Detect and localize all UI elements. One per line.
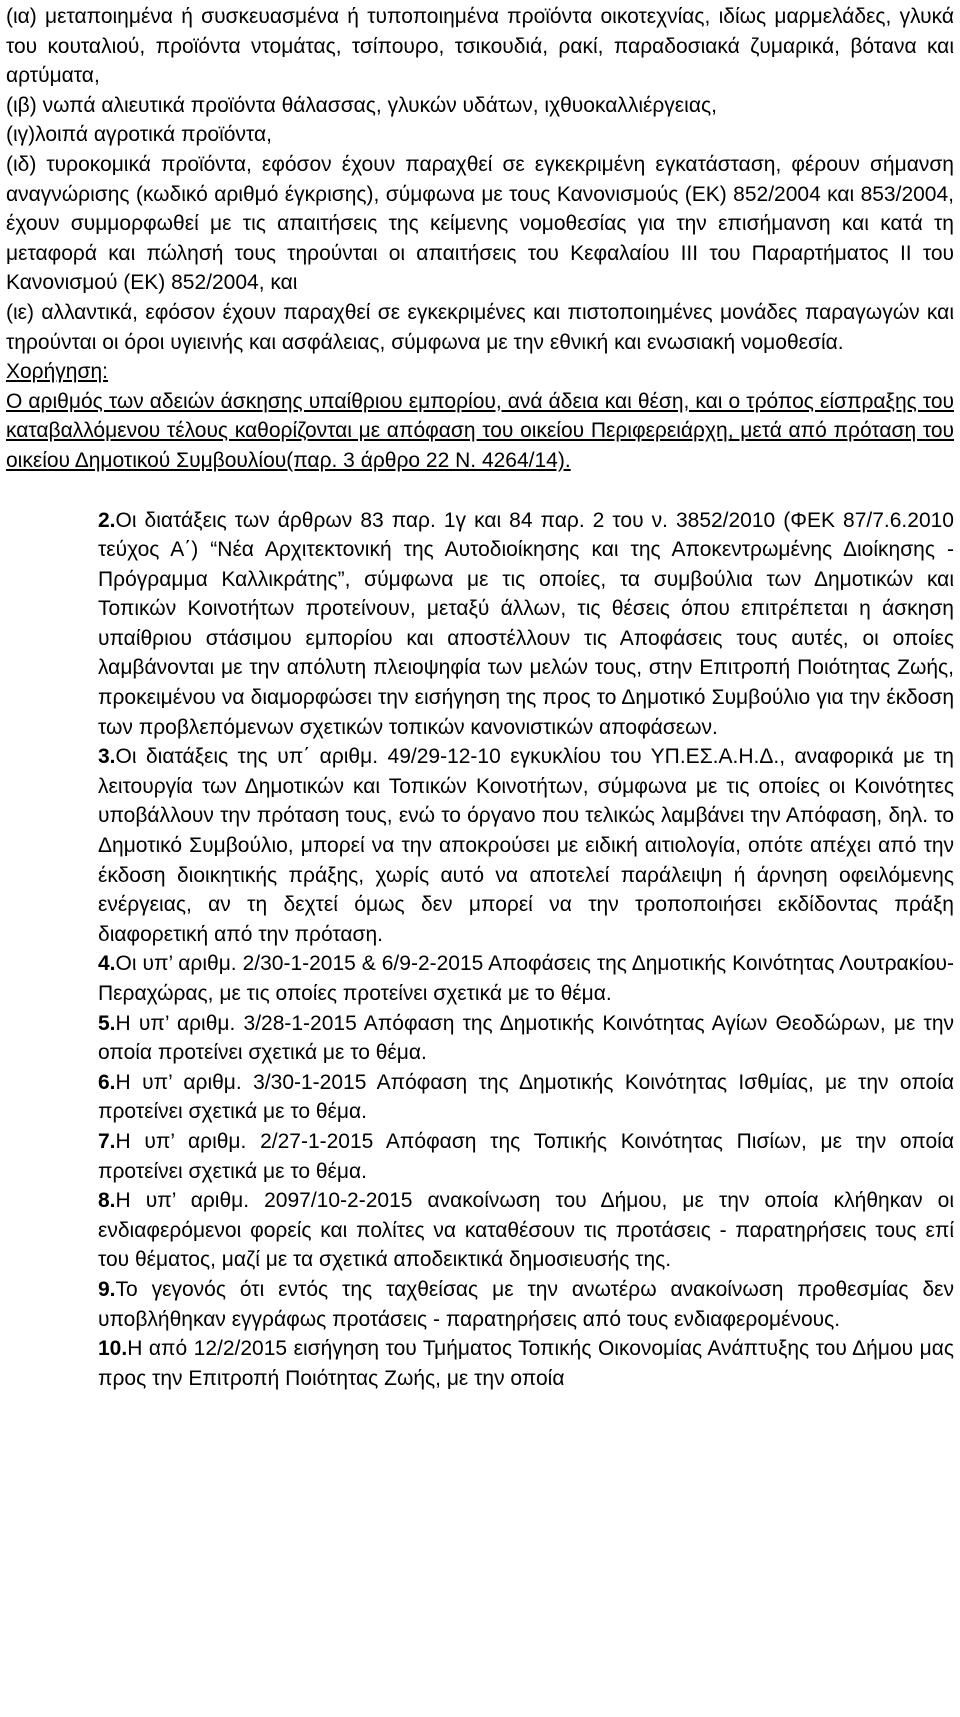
- document-page: [6, 2, 954, 1393]
- numbered-items: [6, 506, 954, 1394]
- item-ib: (ιβ) νωπά αλιευτικά προϊόντα θάλασσας, γλυκών υδάτων, ιχθυοκαλλιέργειας,: [6, 93, 717, 117]
- item-number: 9.: [98, 1277, 116, 1301]
- item-number: 2.: [98, 508, 116, 532]
- numbered-item: [6, 1186, 954, 1275]
- numbered-item: [6, 1009, 954, 1068]
- item-id: (ιδ) τυροκομικά προϊόντα, εφόσον έχουν παραχθεί σε εγκεκριμένη εγκατάσταση, φέρουν σήμανση αναγνώρισης (κωδικό αριθμό έγκρισης), σύμφωνα με τους Κανονισμούς (ΕΚ) 852/2004 και 853/2004, έχουν συμμορφωθεί με τις απαιτήσεις της κείμενης νομοθεσίας για την επισήμανση και κατά τη μεταφορά και πώλησή τους τηρούνται οι απαιτήσεις του Κεφαλαίου ΙΙΙ του Παραρτήματος ΙΙ του Κανονισμού (ΕΚ) 852/2004, και: [6, 152, 954, 295]
- item-number: 3.: [98, 745, 116, 769]
- grant-heading: Χορήγηση:: [6, 360, 108, 384]
- item-ie: (ιε) αλλαντικά, εφόσον έχουν παραχθεί σε εγκεκριμένες και πιστοποιημένες μονάδες παραγωγών και τηρούνται οι όροι υγιεινής και ασφάλειας, σύμφωνα με την εθνική και ενωσιακή νομοθεσία.: [6, 300, 954, 354]
- item-number: 5.: [98, 1011, 116, 1035]
- grant-text: Ο αριθμός των αδειών άσκησης υπαίθριου εμπορίου, ανά άδεια και θέση, και ο τρόπος είσπραξης του καταβαλλόμενου τέλους καθορίζονται με απόφαση του οικείου Περιφερειάρχη, μετά από πρόταση του οικείου Δημοτικού Συμβουλίου(παρ. 3 άρθρο 22 Ν. 4264/14).: [6, 389, 954, 472]
- numbered-item: [6, 1127, 954, 1186]
- item-text: Οι διατάξεις της υπ΄ αριθμ. 49/29-12-10 εγκυκλίου του ΥΠ.ΕΣ.Α.Η.Δ., αναφορικά με τη λειτουργία των Δημοτικών και Τοπικών Κοινοτήτων, σύμφωνα με τις οποίες οι Κοινότητες υποβάλλουν την πρόταση τους, ενώ το όργανο που τελικώς λαμβάνει την Απόφαση, δηλ. το Δημοτικό Συμβούλιο, μπορεί να την αποκρούσει με ειδική αιτιολογία, οπότε απέχει από την έκδοση διοικητικής πράξης, χωρίς αυτό να αποτελεί παράλειψη ή άρνηση οφειλόμενης ενέργειας, αν τη δεχτεί όμως δεν μπορεί να την τροποποιήσει εκδίδοντας πράξη διαφορετική από την πρόταση.: [98, 745, 954, 946]
- item-number: 4.: [98, 952, 116, 976]
- numbered-item: [6, 949, 954, 1008]
- item-text: Η υπ’ αριθμ. 2097/10-2-2015 ανακοίνωση του Δήμου, με την οποία κλήθηκαν οι ενδιαφερόμενοι φορείς και πολίτες να καταθέσουν τις προτάσεις - παρατηρήσεις τους επί του θέματος, μαζί με τα σχετικά αποδεικτικά δημοσιευσής της.: [98, 1189, 954, 1272]
- item-text: Οι υπ’ αριθμ. 2/30-1-2015 & 6/9-2-2015 Αποφάσεις της Δημοτικής Κοινότητας Λουτρακίου-Περαχώρας, με τις οποίες προτείνει σχετικά με το θέμα.: [98, 952, 954, 1005]
- item-text: Η υπ’ αριθμ. 3/28-1-2015 Απόφαση της Δημοτικής Κοινότητας Αγίων Θεοδώρων, με την οποία προτείνει σχετικά με το θέμα.: [98, 1011, 954, 1065]
- item-text: Το γεγονός ότι εντός της ταχθείσας με την ανωτέρω ανακοίνωση προθεσμίας δεν υποβλήθηκαν εγγράφως προτάσεις - παρατηρήσεις από τους ενδιαφερομένους.: [98, 1277, 954, 1331]
- numbered-item: [6, 742, 954, 949]
- numbered-item: [6, 506, 954, 743]
- item-number: 10.: [98, 1337, 128, 1361]
- item-number: 8.: [98, 1189, 116, 1213]
- item-text: Οι διατάξεις των άρθρων 83 παρ. 1γ και 84 παρ. 2 του ν. 3852/2010 (ΦΕΚ 87/7.6.2010 τεύχος Α΄) “Νέα Αρχιτεκτονική της Αυτοδιοίκησης και της Αποκεντρωμένης Διοίκησης - Πρόγραμμα Καλλικράτης”, σύμφωνα με τις οποίες, τα συμβούλια των Δημοτικών και Τοπικών Κοινοτήτων προτείνουν, μεταξύ άλλων, τις θέσεις όπου επιτρέπεται η άσκηση υπαίθριου στάσιμου εμπορίου και αποστέλλουν τις Αποφάσεις τους αυτές, οι οποίες λαμβάνονται με την απόλυτη πλειοψηφία των μελών τους, στην Επιτροπή Ποιότητας Ζωής, προκειμένου να διαμορφώσει την εισήγηση της προς το Δημοτικό Συμβούλιο για την έκδοση των προβλεπόμενων σχετικών τοπικών κανονιστικών αποφάσεων.: [98, 508, 954, 739]
- item-ia: (ια) μεταποιημένα ή συσκευασμένα ή τυποποιημένα προϊόντα οικοτεχνίας, ιδίως μαρμελάδες, γλυκά του κουταλιού, προϊόντα ντομάτας, τσίπουρο, τσικουδιά, ρακί, παραδοσιακά ζυμαρικά, βότανα και αρτύματα,: [6, 5, 954, 88]
- item-ig: (ιγ)λοιπά αγροτικά προϊόντα,: [6, 123, 272, 147]
- item-text: Η υπ’ αριθμ. 2/27-1-2015 Απόφαση της Τοπικής Κοινότητας Πισίων, με την οποία προτείνει σχετικά με το θέμα.: [98, 1129, 954, 1183]
- item-number: 7.: [98, 1129, 116, 1153]
- numbered-item: [6, 1334, 954, 1393]
- item-text: Η από 12/2/2015 εισήγηση του Τμήματος Τοπικής Οικονομίας Ανάπτυξης του Δήμου μας προς την Επιτροπή Ποιότητας Ζωής, με την οποία: [98, 1337, 954, 1390]
- item-text: Η υπ’ αριθμ. 3/30-1-2015 Απόφαση της Δημοτικής Κοινότητας Ισθμίας, με την οποία προτείνει σχετικά με το θέμα.: [98, 1070, 954, 1124]
- numbered-item: [6, 1275, 954, 1334]
- numbered-item: [6, 1068, 954, 1127]
- spacer: [6, 476, 954, 506]
- item-number: 6.: [98, 1070, 116, 1094]
